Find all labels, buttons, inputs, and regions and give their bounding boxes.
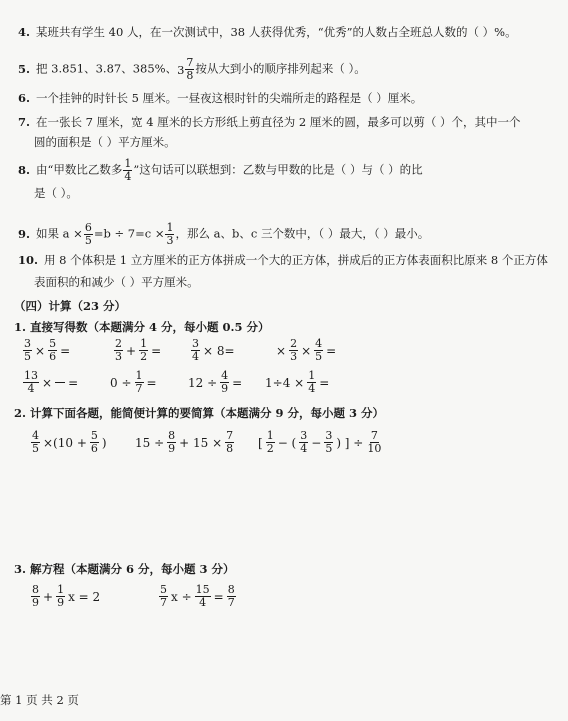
question-text-mid: =b ÷ 7=c ×: [93, 226, 165, 241]
question-8-line-1: [18, 158, 423, 183]
question-7-line-1: [18, 114, 521, 130]
fraction: [123, 158, 132, 183]
expression-text: x ÷: [171, 589, 192, 604]
equals: =: [68, 375, 79, 390]
fraction: $\frac{4}{5}$: [32, 429, 39, 455]
subsection-title: 1. 直接写得数（本题满分 4 分，每小题 0.5 分）: [14, 320, 270, 334]
question-10-line-1: [18, 252, 548, 268]
expression-text: +: [43, 589, 54, 604]
fraction: $\frac{5}{7}$: [160, 583, 167, 609]
calc-item-a: [30, 430, 107, 455]
page-footer: 第 1 页 共 2 页: [0, 693, 79, 707]
fraction: $\frac{8}{9}$: [32, 583, 39, 609]
question-text-post: 按从大到小的顺序排列起来（ ）。: [195, 61, 366, 76]
fraction: $\frac{3}{5}$: [325, 429, 333, 455]
question-number: 8.: [18, 162, 31, 177]
fraction: [185, 57, 194, 82]
fraction: $\frac{5}{6}$: [49, 337, 57, 363]
equals: =: [319, 375, 330, 390]
fraction: $\frac{5}{6}$: [90, 429, 98, 455]
question-text-post: ，那么 a、b、c 三个数中，（ ）最大，（ ）最小。: [175, 226, 430, 241]
numerator: 6: [84, 221, 92, 234]
fraction: $\frac{8}{7}$: [227, 583, 235, 609]
question-4: [18, 24, 517, 40]
expression-text: −: [311, 435, 322, 450]
oral-item-f: [110, 370, 157, 395]
operator: ×: [301, 343, 312, 358]
oral-item-c: [190, 338, 235, 363]
question-text: 表面积的和减少（ ）平方厘米。: [34, 275, 199, 289]
mixed-whole: 3: [177, 62, 185, 77]
operator: +: [126, 343, 137, 358]
denominator: 5: [84, 234, 92, 247]
fraction: $\frac{1}{9}$: [57, 583, 65, 609]
fraction: [55, 382, 65, 383]
fraction: $\frac{4}{5}$: [315, 337, 323, 363]
operator: 12 ÷: [188, 375, 218, 390]
question-text: 用 8 个体积是 1 立方厘米的正方体拼成一个大的正方体，拼成后的正方体表面积比原来 8 个正方体: [44, 253, 548, 267]
fraction: $\frac{7}{10}$: [367, 429, 382, 455]
fraction: $\frac{2}{3}$: [115, 337, 122, 363]
expression-text: − (: [277, 435, 297, 450]
question-5: [18, 57, 366, 82]
fraction: $\frac{1}{2}$: [140, 337, 148, 363]
equals: =: [60, 343, 71, 358]
expression-text: ×(10 +: [43, 435, 87, 450]
fraction: $\frac{3}{4}$: [300, 429, 308, 455]
question-10-line-2: [34, 274, 199, 290]
expression-text: + 15 ×: [179, 435, 223, 450]
operator: 1÷4 ×: [265, 375, 305, 390]
question-text-pre: 如果 a ×: [36, 226, 83, 241]
question-text-pre: 把 3.851、3.87、385%、: [36, 61, 178, 76]
question-6: [18, 90, 422, 106]
question-number: 5.: [18, 61, 31, 76]
question-9: [18, 222, 429, 247]
fraction: $\frac{8}{9}$: [168, 429, 176, 455]
question-text: 是（ ）。: [34, 186, 78, 200]
denominator: 3: [166, 234, 174, 247]
question-number: 6.: [18, 91, 31, 105]
oral-item-a: [22, 338, 70, 363]
calc-item-c: [258, 430, 383, 455]
operator: ×: [276, 343, 287, 358]
expression-text: ) ] ÷: [336, 435, 364, 450]
fraction: $\frac{3}{4}$: [192, 337, 199, 363]
fraction: $\frac{13}{4}$: [24, 369, 38, 395]
question-7-line-2: [34, 134, 176, 150]
denominator: 8: [186, 69, 194, 82]
operator: 0 ÷: [110, 375, 132, 390]
numerator: 1: [166, 221, 174, 234]
question-text: 圆的面积是（ ）平方厘米。: [34, 135, 176, 149]
section-title: （四）计算（23 分）: [14, 299, 127, 313]
oral-item-d: [276, 338, 336, 363]
question-text-pre: 由“甲数比乙数多: [36, 162, 123, 177]
expression-text: ): [101, 435, 107, 450]
subsection-title: 2. 计算下面各题，能简便计算的要简算（本题满分 9 分，每小题 3 分）: [14, 406, 385, 420]
subsection-title: 3. 解方程（本题满分 6 分，每小题 3 分）: [14, 562, 235, 576]
oral-item-e: [22, 370, 78, 395]
fraction: $\frac{1}{2}$: [266, 429, 274, 455]
oral-item-h: [265, 370, 329, 395]
expression-text: [: [258, 435, 263, 450]
question-number: 10.: [18, 253, 39, 267]
oral-item-g: [188, 370, 242, 395]
fraction: [165, 222, 174, 247]
operator: ×: [35, 343, 46, 358]
oral-item-b: [113, 338, 161, 363]
equals: =: [146, 375, 157, 390]
numerator: 7: [186, 56, 194, 69]
expression-text: =: [213, 589, 224, 604]
fraction: $\frac{1}{4}$: [308, 369, 316, 395]
denominator: 4: [124, 170, 132, 183]
equation-a: [30, 584, 100, 609]
question-number: 4.: [18, 25, 31, 39]
mixed-number: [177, 56, 195, 82]
operator: ×: [42, 375, 53, 390]
fraction: $\frac{3}{5}$: [24, 337, 31, 363]
equals: =: [326, 343, 337, 358]
question-number: 9.: [18, 226, 31, 241]
question-text: 一个挂钟的时针长 5 厘米。一昼夜这根时针的尖端所走的路程是（ ）厘米。: [36, 91, 423, 105]
expression-text: x = 2: [68, 589, 101, 604]
equals: =: [232, 375, 243, 390]
fraction: $\frac{15}{4}$: [195, 583, 210, 609]
question-text-post: ”这句话可以联想到：乙数与甲数的比是（ ）与（ ）的比: [133, 162, 423, 177]
question-text: 在一张长 7 厘米，宽 4 厘米的长方形纸上剪直径为 2 厘米的圆，最多可以剪（ ）个，其中一个: [36, 115, 521, 129]
question-number: 7.: [18, 115, 31, 129]
equation-b: [158, 584, 237, 609]
question-text: 某班共有学生 40 人，在一次测试中，38 人获得优秀，“优秀”的人数占全班总人数的（ ）%。: [36, 25, 517, 39]
fraction: $\frac{7}{8}$: [226, 429, 234, 455]
fraction: $\frac{4}{9}$: [221, 369, 229, 395]
fraction: [84, 222, 93, 247]
fraction: $\frac{1}{7}$: [135, 369, 143, 395]
fraction: $\frac{2}{3}$: [290, 337, 298, 363]
equals: =: [151, 343, 162, 358]
calc-item-b: [135, 430, 235, 455]
operator: × 8=: [203, 343, 235, 358]
numerator: 1: [124, 157, 132, 170]
expression-text: 15 ÷: [135, 435, 165, 450]
question-8-line-2: [34, 185, 78, 201]
